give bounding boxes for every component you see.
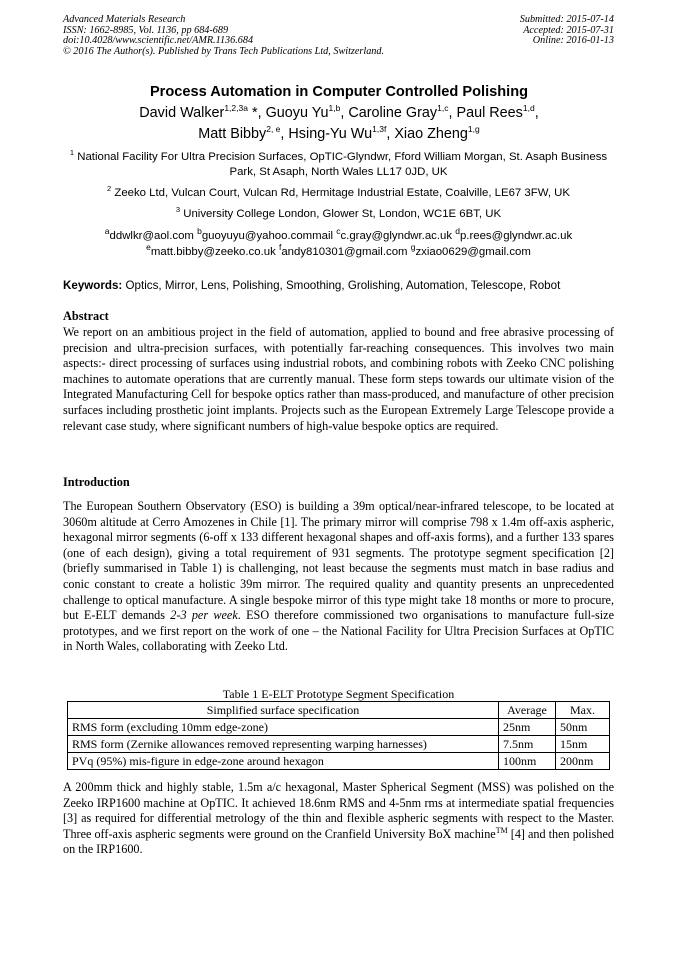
affiliation-number: 3	[175, 205, 181, 215]
author-line-2: Matt Bibby$^{2, e}$, Hsing-Yu $Wu^{1,3f}$, Xiao Zheng$^{1,g}$	[198, 124, 480, 142]
author-affil: 1,c	[437, 103, 449, 114]
email-address[interactable]: matt.bibby@zeeko.co.uk	[150, 246, 276, 258]
table-cell: 50nm	[556, 719, 610, 736]
affiliation-text: University College London, Glower St, London, WC1E 6BT, UK	[183, 208, 502, 220]
email-marker: f	[278, 242, 282, 253]
affiliation-number: 2	[107, 184, 112, 194]
keywords-label: Keywords:	[63, 279, 123, 292]
author-affil: 1,b	[328, 103, 341, 114]
email-address[interactable]: p.rees@glyndwr.ac.uk	[459, 230, 573, 242]
keywords	[63, 279, 614, 292]
table-cell: 7.5nm	[499, 736, 556, 753]
accepted-date: Accepted: 2015-07-31	[523, 24, 614, 36]
author-name: David Walker	[139, 105, 225, 121]
email-address[interactable]: andy810301@gmail.com	[281, 246, 408, 258]
author-name: Caroline Gray	[348, 105, 438, 121]
author-name: Paul Rees	[456, 105, 523, 121]
affiliation-text: National Facility For Ultra Precision Surfaces, OpTIC-Glyndwr, Fford William Morgan, St. Asaph Business Park, St Asaph, North Wales LL17 0JD, UK	[77, 151, 608, 178]
table-cell: PVq (95%) mis-figure in edge-zone around hexagon	[68, 753, 499, 770]
author-affil: 1,g	[467, 124, 480, 135]
email-marker: e	[146, 242, 151, 253]
text-run: A 200mm thick and highly stable, 1.5m a/c hexagonal, Master Spherical Segment (MSS) was polished on the Zeeko IRP1600 machine at OpTIC. It achieved 18.6nm RMS and 4-5nm rms at intermediate spatial frequencies [3] as required for differential metrology of the thin and flexible aspheric segments with respect to the Master. Three off-axis aspheric segments were ground on the Cranfield University BoX machine	[63, 780, 614, 841]
table-row	[68, 719, 610, 736]
email-address[interactable]: c.gray@glyndwr.ac.uk	[340, 230, 453, 242]
author-line-1: David Walker$^{1,2,3a}$ *, Guoyu Yu$^{1,b}$, Caroline Gray$^{1,c}$, Paul Rees$^{1,d}$,	[139, 103, 539, 121]
author-affil: 1,d	[522, 103, 535, 114]
author-affil: 1,2,3a	[224, 103, 248, 114]
table-header-cell: Simplified surface specification	[68, 702, 499, 719]
table-header-row	[68, 702, 610, 719]
affiliation-1	[63, 150, 614, 180]
paper-title: Process Automation in Computer Controlled Polishing	[149, 84, 529, 100]
table-cell: RMS form (excluding 10mm edge-zone)	[68, 719, 499, 736]
text-run: . ESO therefore commissioned two organisations to manufacture full-size prototypes, and we first report on the work of one – the National Facility for Ultra Precision Surfaces at OpTIC in North Wales, collaborating with Zeeko Ltd.	[63, 608, 614, 654]
running-header-left	[63, 15, 384, 57]
text-run: [4] and then polished on the IRP1600.	[63, 826, 615, 857]
online-date: Online: 2016-01-13	[532, 35, 614, 46]
abstract-text: We report on an ambitious project in the field of automation, applied to bound and free abrasive processing of precision and ultra-precision surfaces, with potentially far-reaching consequences. This involves two main aspects:- direct processing of surfaces using industrial robots, and combining robots with Zeeko CNC polishing machines to automate operations that are currently manual. These form steps towards our ultimate vision of the Integrated Manufacturing Cell for bespoke optics rather than mass-produced, and manufacture of other precision surfaces including prosthetic joint implants. Projects such as the European Extremely Large Telescope provide a relevant case study, where significant numbers of high-value bespoke optics are required.	[63, 325, 614, 433]
submitted-date: Submitted: 2015-07-14	[519, 14, 614, 25]
journal-name: Advanced Materials Research	[63, 14, 186, 25]
author-affil: 2, e	[266, 124, 281, 135]
emphasis-text: 2-3 per week	[170, 608, 238, 623]
email-line-2	[63, 244, 614, 260]
table-header-cell: Average	[499, 702, 556, 719]
table-row	[68, 753, 610, 770]
author-list	[0, 103, 678, 145]
affiliation-3	[63, 207, 614, 222]
trademark-mark: TM	[495, 825, 508, 835]
author-name: Guoyu Yu	[265, 105, 329, 121]
email-marker: c	[336, 226, 341, 237]
table-cell: RMS form (Zernike allowances removed representing warping harnesses)	[68, 736, 499, 753]
introduction-paragraph-2	[63, 780, 614, 858]
author-name: Hsing-Yu Wu	[288, 126, 373, 142]
email-list	[63, 228, 614, 260]
table-cell: 100nm	[499, 753, 556, 770]
email-marker: g	[410, 242, 416, 253]
email-address[interactable]: guoyuyu@yahoo.commail	[201, 230, 334, 242]
email-marker: d	[455, 226, 460, 237]
table-cell: 25nm	[499, 719, 556, 736]
copyright-line: © 2016 The Author(s). Published by Trans Tech Publications Ltd, Switzerland.	[63, 45, 385, 57]
doi-line: doi:10.4028/www.scientific.net/AMR.1136.684	[63, 35, 254, 46]
specification-table	[67, 701, 610, 770]
introduction-paragraph-1	[63, 499, 614, 655]
affiliation-2	[63, 186, 614, 201]
issn-line: ISSN: 1662-8985, Vol. 1136, pp 684-689	[63, 24, 229, 36]
table-cell: 15nm	[556, 736, 610, 753]
author-name: Xiao Zheng	[394, 126, 468, 142]
email-marker: b	[197, 226, 202, 237]
corresponding-mark: *	[247, 105, 258, 121]
affiliation-text: Zeeko Ltd, Vulcan Court, Vulcan Rd, Hermitage Industrial Estate, Coalville, LE67 3FW, UK	[114, 187, 570, 199]
abstract-heading: Abstract	[63, 309, 109, 323]
affiliation-number: 1	[69, 148, 75, 158]
author-affil: 1,3f	[372, 124, 387, 135]
table-cell: 200nm	[556, 753, 610, 770]
email-marker: a	[104, 226, 110, 237]
email-address[interactable]: ddwlkr@aol.com	[109, 230, 194, 242]
keywords-text: Optics, Mirror, Lens, Polishing, Smoothing, Grolishing, Automation, Telescope, Robot	[125, 279, 561, 292]
text-run: The European Southern Observatory (ESO) is building a 39m optical/near-infrared telescope, to be located at 3060m altitude at Cerro Amozenes in Chile [1]. The primary mirror will comprise 798 x 1.4m off-axis aspheric, hexagonal mirror segments (6-off x 133 different hexagonal shapes and off-axis forms), and a further 133 spares (one of each design), giving a total requirement of 931 segments. The prototype segment specification [2] (briefly summarised in Table 1) is challenging, not least because the segments must match in base radius and conic constant to create a holistic 39m mirror. The required quality and quantity presents an unprecedented challenge to optical manufacture. A single bespoke mirror of this type might take 18 months or more to procure, but E-ELT demands	[63, 499, 614, 623]
introduction-heading: Introduction	[63, 475, 130, 489]
table-header-cell: Max.	[556, 702, 610, 719]
email-address[interactable]: zxiao0629@gmail.com	[415, 246, 531, 258]
author-name: Matt Bibby	[198, 126, 267, 142]
table-caption: Table 1 E-ELT Prototype Segment Specification	[222, 687, 455, 701]
table-row	[68, 736, 610, 753]
running-header-right	[520, 15, 614, 47]
